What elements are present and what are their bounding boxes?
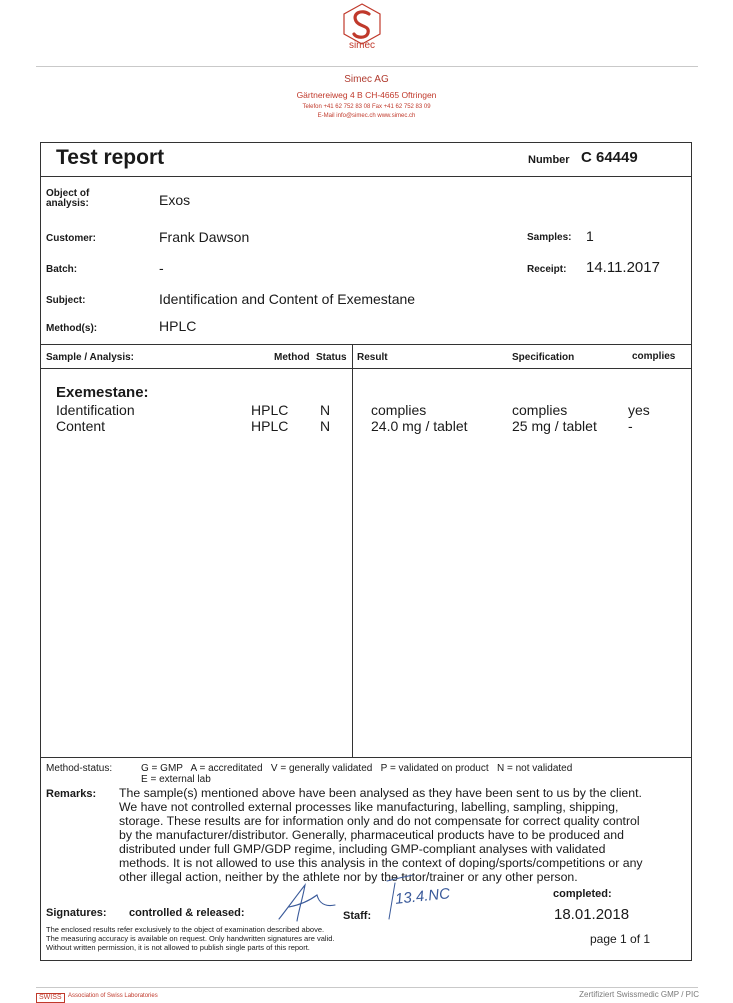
row-2-status: N bbox=[320, 418, 331, 434]
method-value: HPLC bbox=[159, 318, 197, 334]
row-1-result: complies bbox=[371, 402, 427, 418]
method-label: Method(s): bbox=[46, 323, 98, 334]
company-name: Simec AG bbox=[344, 74, 389, 85]
row-1-status: N bbox=[320, 402, 331, 418]
staff-signature-icon bbox=[381, 875, 421, 920]
samples-value: 1 bbox=[586, 228, 594, 244]
row-2-complies: - bbox=[628, 418, 633, 434]
completed-label: completed: bbox=[553, 888, 612, 900]
report-number: C 64449 bbox=[581, 149, 638, 166]
header-specification: Specification bbox=[512, 352, 575, 363]
customer-value: Frank Dawson bbox=[159, 229, 250, 245]
report-title: Test report bbox=[56, 146, 165, 169]
staff-label: Staff: bbox=[343, 910, 372, 922]
row-2-method: HPLC bbox=[251, 418, 289, 434]
remarks-label: Remarks: bbox=[46, 788, 97, 800]
status-result-divider bbox=[352, 345, 353, 757]
signatures-label: Signatures: bbox=[46, 907, 107, 919]
header-complies: complies bbox=[632, 351, 676, 362]
receipt-value: 14.11.2017 bbox=[586, 259, 660, 276]
customer-label: Customer: bbox=[46, 233, 97, 244]
receipt-label: Receipt: bbox=[527, 264, 567, 275]
batch-value: - bbox=[159, 260, 164, 276]
row-2-result: 24.0 mg / tablet bbox=[371, 418, 468, 434]
method-status-text: G = GMP A = accreditated V = generally validated P = validated on product N = not validated E = external lab bbox=[141, 763, 573, 785]
staff-handwriting: 13.4.NC bbox=[394, 885, 451, 908]
company-address: Gärtnereiweg 4 B CH-4665 Oftringen bbox=[296, 90, 437, 100]
certification-text: Zertifiziert Swissmedic GMP / PIC bbox=[579, 990, 699, 999]
header-method: Method bbox=[274, 352, 310, 363]
batch-label: Batch: bbox=[46, 264, 78, 275]
completed-date: 18.01.2018 bbox=[554, 906, 630, 923]
method-status-label: Method-status: bbox=[46, 763, 113, 774]
report-frame bbox=[40, 142, 692, 961]
association-text: Association of Swiss Laboratories bbox=[68, 993, 158, 999]
footer-divider bbox=[36, 987, 698, 988]
group-name: Exemestane: bbox=[56, 384, 149, 401]
row-2-specification: 25 mg / tablet bbox=[512, 418, 597, 434]
company-telephone: Telefon +41 62 752 83 08 Fax +41 62 752 83 09 bbox=[302, 104, 431, 110]
report-number-label: Number bbox=[528, 154, 570, 166]
controlled-released-label: controlled & released: bbox=[129, 907, 245, 919]
company-email: E-Mail info@simec.ch www.simec.ch bbox=[317, 113, 416, 119]
footnote: The enclosed results refer exclusively to the object of examination described above. The measuring accuracy is available on request. Only handwritten signatures are valid. Without written permission, it is not allowed to publish single parts of this report. bbox=[46, 925, 335, 952]
object-label: Object of analysis: bbox=[46, 188, 90, 209]
header-result: Result bbox=[357, 352, 388, 363]
table-header-divider bbox=[41, 368, 691, 369]
subject-label: Subject: bbox=[46, 295, 86, 306]
swiss-badge: SWISS bbox=[36, 993, 65, 1003]
header-divider bbox=[36, 66, 698, 67]
row-1-specification: complies bbox=[512, 402, 568, 418]
title-divider bbox=[41, 176, 691, 177]
subject-value: Identification and Content of Exemestane bbox=[159, 291, 416, 307]
controller-signature-icon bbox=[269, 881, 339, 923]
table-top-divider bbox=[41, 344, 691, 345]
row-1-method: HPLC bbox=[251, 402, 289, 418]
table-bottom-divider bbox=[41, 757, 691, 758]
row-1-analysis: Identification bbox=[56, 402, 135, 418]
header-status: Status bbox=[316, 352, 347, 363]
row-1-complies: yes bbox=[628, 402, 650, 418]
logo-text: simec bbox=[348, 40, 376, 51]
samples-label: Samples: bbox=[527, 232, 572, 243]
header-sample: Sample / Analysis: bbox=[46, 352, 134, 363]
row-2-analysis: Content bbox=[56, 418, 106, 434]
object-value: Exos bbox=[159, 192, 191, 208]
remarks-text: The sample(s) mentioned above have been analysed as they have been sent to us by the client. We have not controlled external processes like manufacturing, labelling, sampling, shipping, storage. These results are for information only and do not compensate for correct quality control by the manufacturer/distributor. Generally, pharmaceutical products have to be produced and distributed under full GMP/GDP regime, including GMP-compliant analyses with validated methods. It is not allowed to use this analysis in the context of doping/sports/competitions or any other illegal action, neither by the athlete nor by the tutor/trainer or any other person. bbox=[119, 786, 643, 884]
page-number: page 1 of 1 bbox=[590, 932, 651, 946]
